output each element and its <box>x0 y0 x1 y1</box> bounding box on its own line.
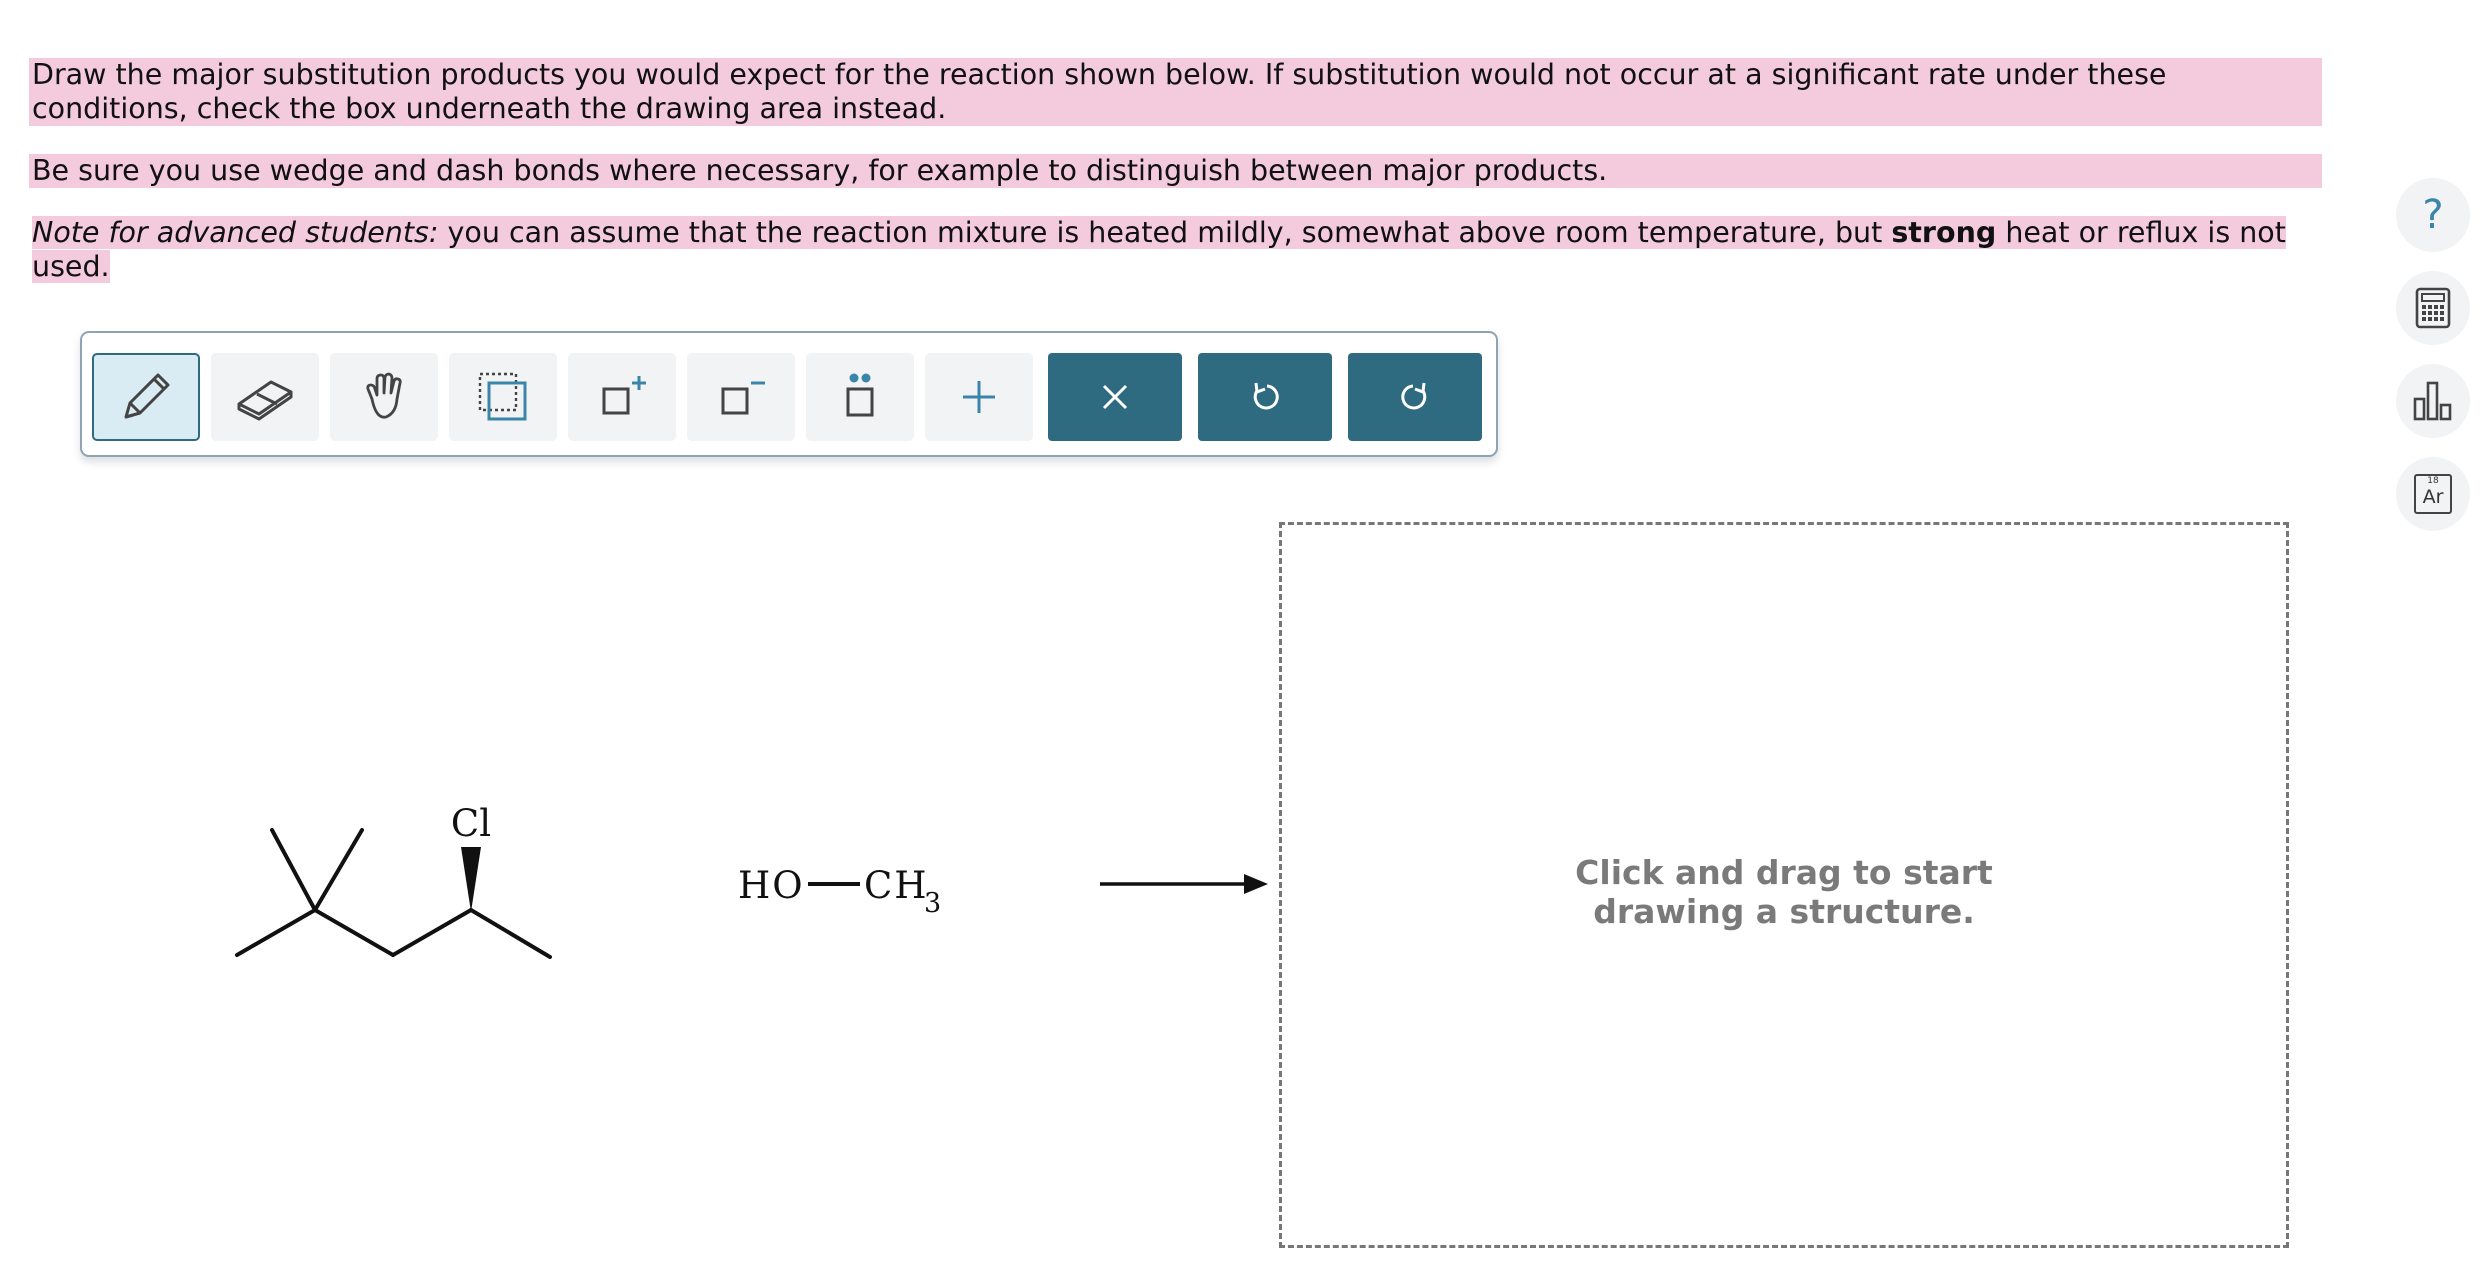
reagent-ho: HO <box>738 864 805 907</box>
reactant-molecule <box>237 830 550 957</box>
wedge-bond <box>461 847 481 912</box>
calculator-icon <box>2413 287 2453 329</box>
reagent-ch: CH <box>864 864 929 907</box>
reagent-subscript: 3 <box>924 888 942 919</box>
redo-button[interactable] <box>1348 353 1482 441</box>
note-text-after: heat or reflux is not used. <box>32 216 2286 283</box>
drawing-canvas[interactable] <box>1279 522 2289 1248</box>
periodic-table-icon <box>2414 474 2452 514</box>
note-label: Note for advanced students: <box>32 216 439 249</box>
drawing-prompt-line-2: drawing a structure. <box>1593 892 1975 931</box>
help-button[interactable] <box>2396 178 2470 252</box>
drawing-prompt-line-1: Click and drag to start <box>1575 853 1993 892</box>
periodic-table-button[interactable] <box>2396 457 2470 531</box>
element-number: 18 <box>2427 476 2439 486</box>
reaction-arrow <box>1100 874 1268 894</box>
element-symbol: Ar <box>2422 486 2444 508</box>
bar-chart-icon <box>2411 379 2455 423</box>
data-button[interactable] <box>2396 364 2470 438</box>
help-icon: ? <box>2422 192 2444 238</box>
note-strong: strong <box>1891 216 1997 249</box>
instruction-text-2: Be sure you use wedge and dash bonds where necessary, for example to distinguish between major products. <box>29 154 2322 188</box>
chlorine-label: Cl <box>450 802 492 845</box>
redo-icon <box>1395 377 1435 417</box>
drawing-prompt <box>1282 853 2286 931</box>
calculator-button[interactable] <box>2396 271 2470 345</box>
note-text-before: you can assume that the reaction mixture is heated mildly, somewhat above room temperature, but <box>438 216 1892 249</box>
instruction-text-1: Draw the major substitution products you would expect for the reaction shown below. If substitution would not occur at a significant rate under these conditions, check the box underneath the drawing area instead. <box>29 58 2322 126</box>
